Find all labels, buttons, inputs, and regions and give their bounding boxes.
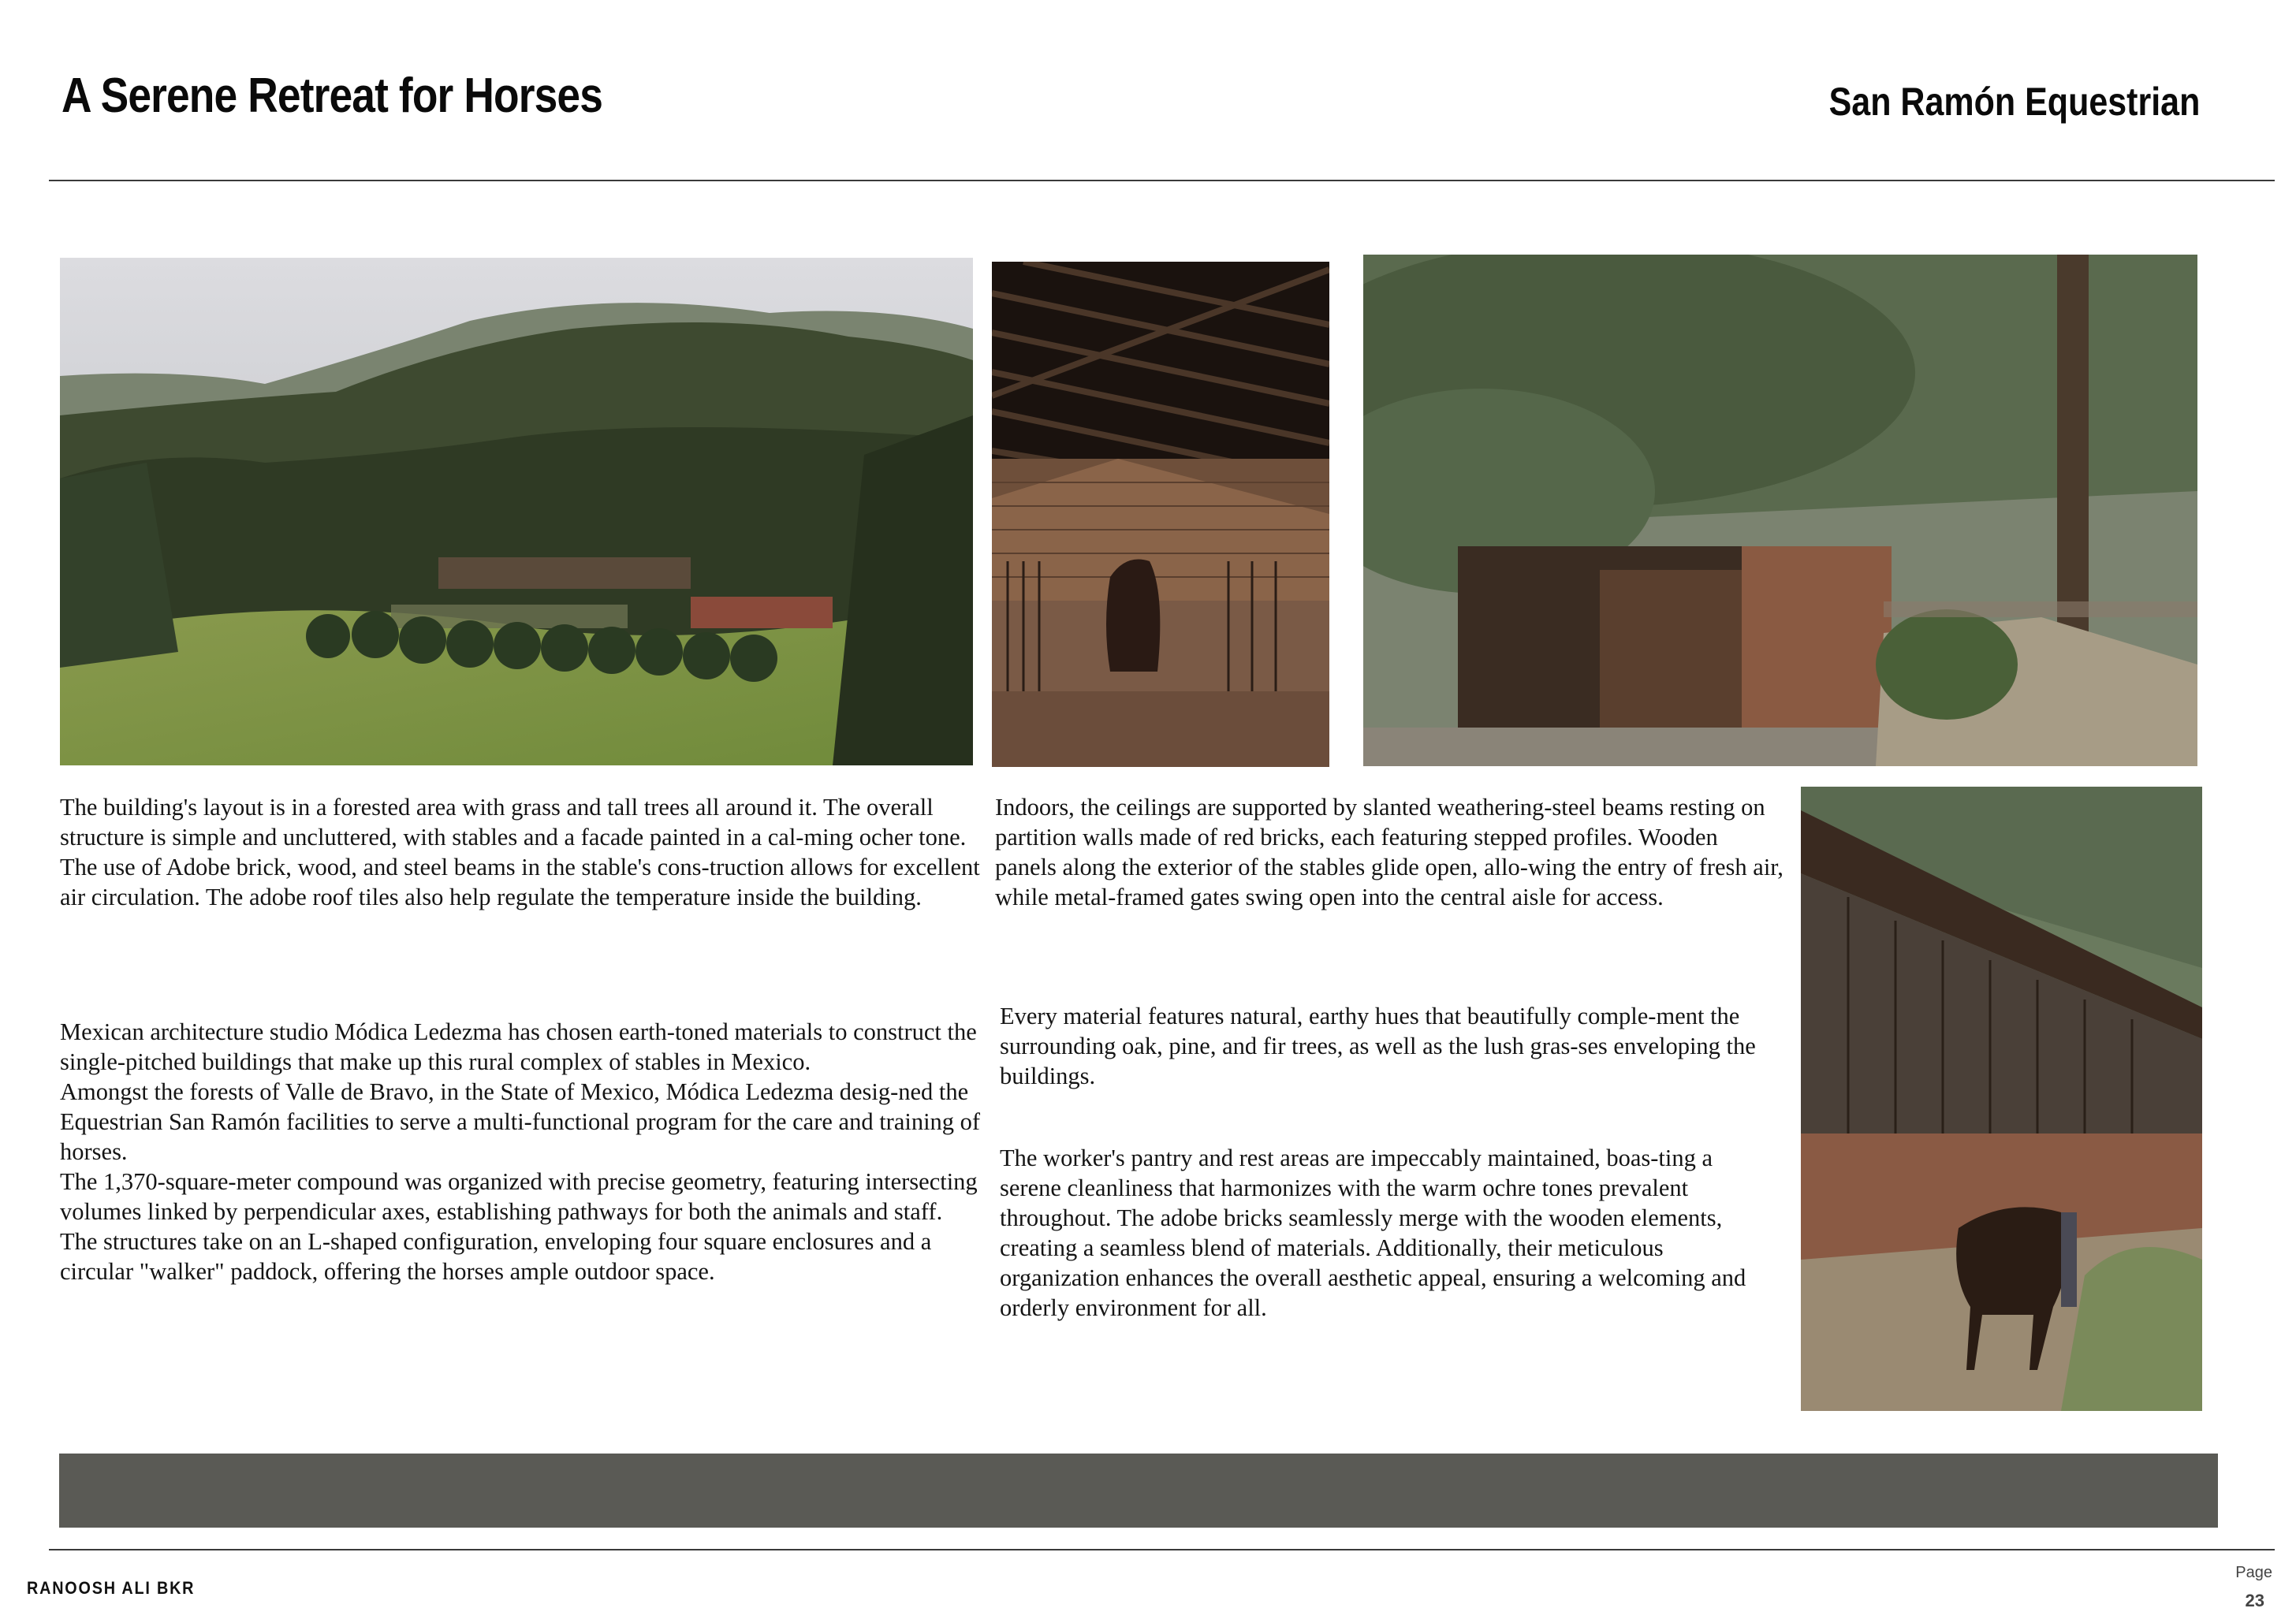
text-materials-description [1000,1001,1757,1091]
text-studio-description [60,1017,982,1286]
footer-band [59,1454,2218,1528]
project-name: San Ramón Equestrian [1828,80,2200,124]
paragraph: Amongst the forests of Valle de Bravo, in the State of Mexico, Módica Ledezma desig-ned the Equestrian San Ramón facilities to serve a multi-functional program for the care and training of horses. [60,1078,981,1165]
photo-aerial-view [60,258,973,765]
page-number: 23 [2245,1591,2264,1610]
page-title: A Serene Retreat for Horses [62,69,603,123]
text-worker-areas-description [1000,1143,1772,1323]
text-interior-description [995,792,1784,912]
paragraph: Mexican architecture studio Módica Ledezma has chosen earth-toned materials to construct the single-pitched buildings that make up this rural complex of stables in Mexico. [60,1018,977,1075]
photo-horse-walking [1801,787,2202,1411]
paragraph: The 1,370-square-meter compound was organized with precise geometry, featuring intersecting volumes linked by perpendicular axes, establishing pathways for both the animals and staff. The structures take on an L-shaped configuration, enveloping four square enclosures and a circular "walker" paddock, offering the horses ample outdoor space. [60,1168,978,1285]
paragraph: The building's layout is in a forested area with grass and tall trees all around it. The overall structure is simple and uncluttered, with stables and a facade painted in a cal-ming ocher tone. The use of Adobe brick, wood, and steel beams in the stable's cons-truction allows for excellent air circulation. The adobe roof tiles also help regulate the temperature inside the building. [60,794,980,910]
text-layout-description [60,792,982,912]
header-divider [49,180,2275,181]
footer-divider [49,1549,2275,1550]
paragraph: Every material features natural, earthy hues that beautifully comple-ment the surrounding oak, pine, and fir trees, as well as the lush gras-ses enveloping the buildings. [1000,1003,1756,1089]
paragraph: The worker's pantry and rest areas are impeccably maintained, boas-ting a serene cleanliness that harmonizes with the warm ochre tones prevalent throughout. The adobe bricks seamlessly merge with the wooden elements, creating a seamless blend of materials. Additionally, their meticulous organization enhances the overall aesthetic appeal, ensuring a welcoming and orderly environment for all. [1000,1145,1746,1321]
photo-stable-interior [992,262,1329,767]
paragraph: Indoors, the ceilings are supported by slanted weathering-steel beams resting on partition walls made of red bricks, each featuring stepped profiles. Wooden panels along the exterior of the stables glide open, allo-wing the entry of fresh air, while metal-framed gates swing open into the central aisle for access. [995,794,1784,910]
page-label: Page [2235,1564,2272,1581]
author-name: RANOOSH ALI BKR [27,1578,196,1598]
photo-stable-exterior [1363,255,2197,766]
